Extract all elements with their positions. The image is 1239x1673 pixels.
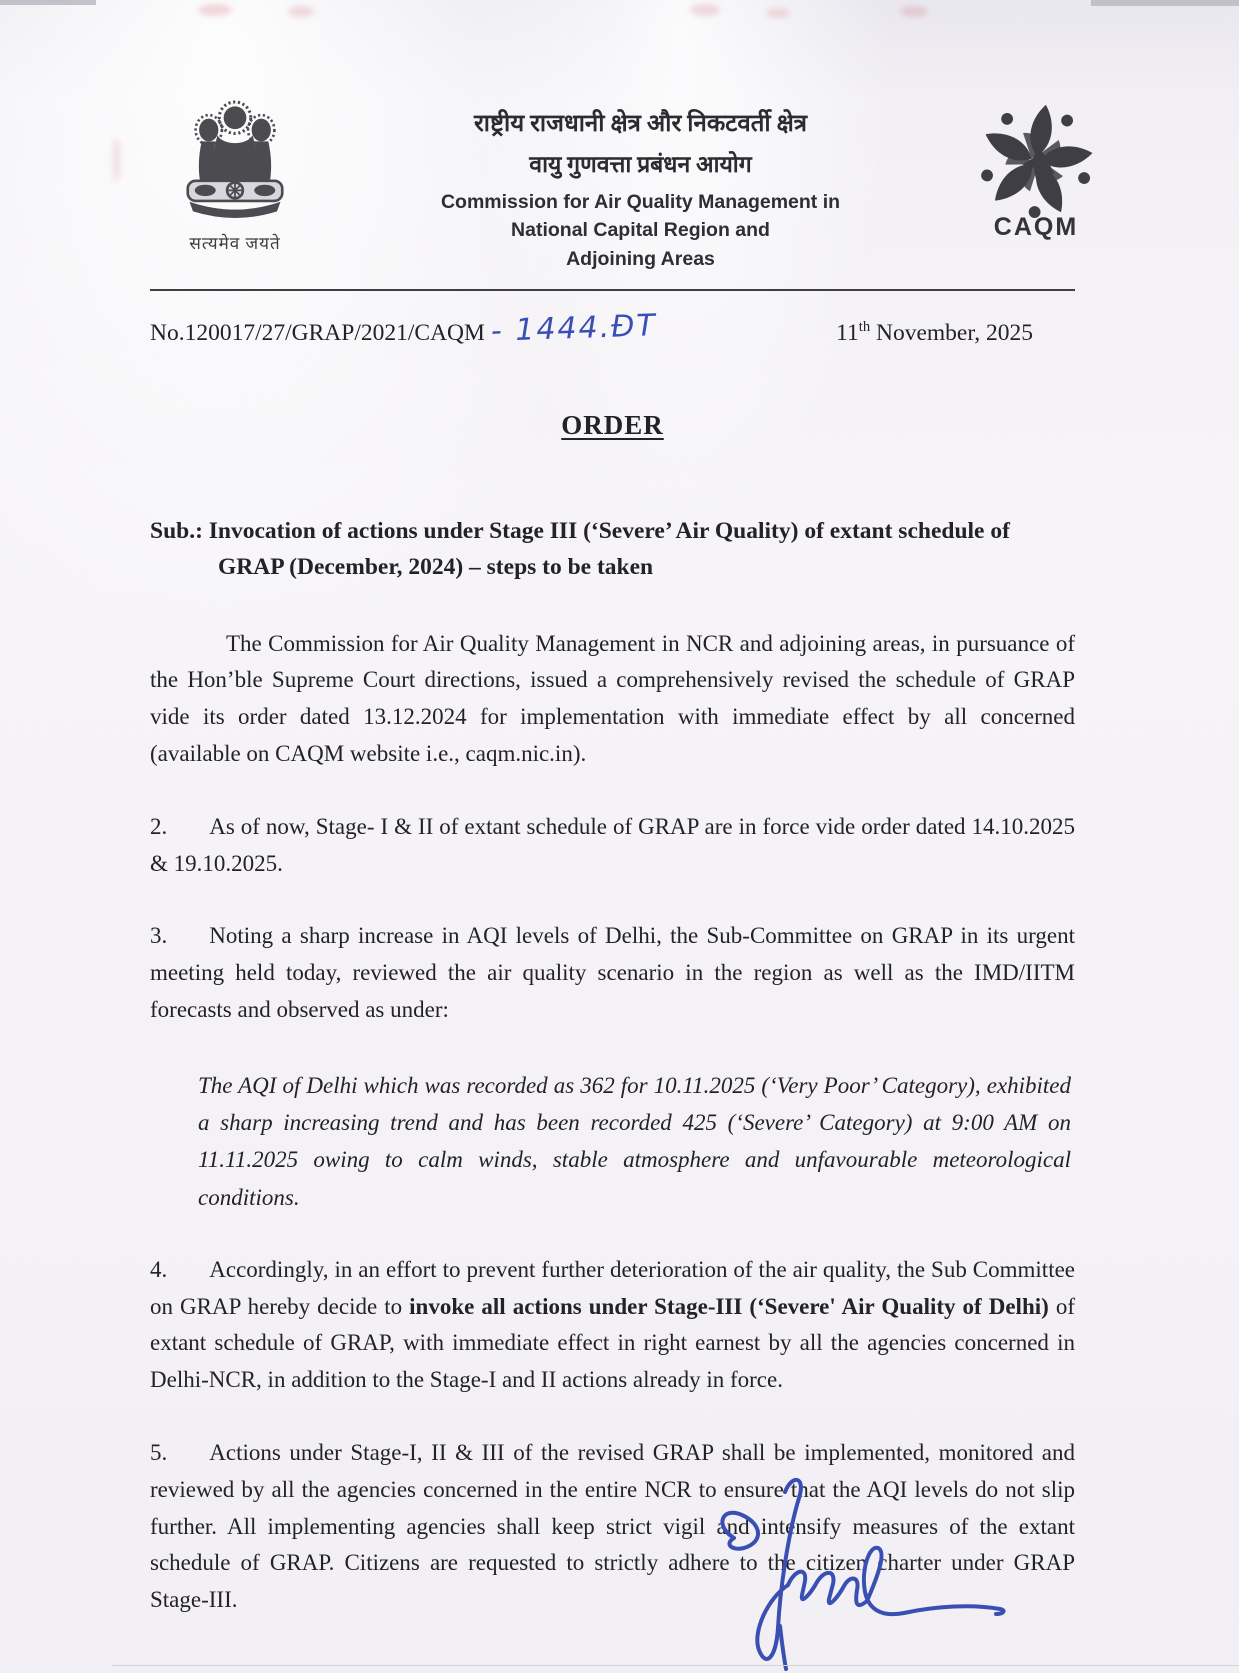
paragraph-number: 3.	[150, 923, 168, 949]
paragraph-text: of extant schedule of GRAP, with immediate effect in right earnest by all the agencies concerned in Delhi-NCR, in addition to the Stage-I and II actions already in force.	[150, 1293, 1075, 1393]
date-ordinal-suffix: th	[858, 318, 871, 335]
org-name-english-line1: Commission for Air Quality Management in	[440, 191, 841, 213]
letterhead	[150, 92, 1079, 273]
header-divider	[150, 289, 1075, 291]
paragraph-3	[150, 918, 1075, 1028]
ink-bleed-mark	[112, 138, 121, 182]
org-name-english-line2: National Capital Region and	[511, 219, 770, 242]
scan-edge-artifact	[1091, 0, 1239, 6]
paragraph-4	[150, 1252, 1075, 1399]
reference-number: No.120017/27/GRAP/2021/CAQM	[150, 319, 485, 346]
org-name-hindi-line1: राष्ट्रीय राजधानी क्षेत्र और निकटवर्ती क्षेत्र	[473, 111, 808, 137]
caqm-logo-text: CAQM	[993, 213, 1079, 241]
ink-bleed-mark	[900, 6, 928, 17]
national-emblem-block	[150, 92, 320, 254]
paragraph-2	[150, 809, 1075, 883]
ink-bleed-mark	[690, 4, 720, 16]
order-date	[836, 319, 1033, 347]
org-name-hindi-line2: वायु गुणवत्ता प्रबंधन आयोग	[529, 152, 752, 177]
caqm-logo-block	[961, 92, 1111, 242]
scan-edge-artifact	[0, 0, 96, 5]
subject-line: Sub.: Invocation of actions under Stage III (‘Severe’ Air Quality) of extant schedule of GRAP (December, 2024) – steps to be taken	[150, 517, 1010, 581]
paragraph-number: 2.	[150, 813, 168, 839]
page-bottom-divider	[112, 1665, 1239, 1666]
handwritten-dispatch-number: - 1444.ĐT	[490, 307, 658, 349]
date-day: 11	[836, 319, 859, 346]
aqi-observation-quote: The AQI of Delhi which was recorded as 362 for 10.11.2025 (‘Very Poor’ Category), exhibited a sharp increasing trend and has been recorded 425 (‘Severe’ Category) at 9:00 AM on 11.11.2025 owing to calm winds, stable atmosphere and unfavourable meteorological conditions.	[198, 1072, 1071, 1210]
paragraph-text: Accordingly, in an effort to prevent further deterioration of the air quality, the Sub Committee on GRAP hereby decide to	[150, 1256, 1075, 1319]
org-name-english-line3: Adjoining Areas	[566, 247, 715, 270]
ink-bleed-mark	[288, 6, 314, 17]
ashoka-emblem-icon	[165, 211, 305, 228]
document-title: ORDER	[561, 409, 664, 440]
ink-bleed-mark	[198, 4, 232, 16]
paragraph-text: As of now, Stage- I & II of extant schedule of GRAP are in force vide order dated 14.10.2025 & 19.10.2025.	[150, 813, 1075, 876]
emblem-motto: सत्यमेव जयते	[189, 234, 281, 253]
date-month-year: November, 2025	[870, 319, 1033, 346]
paragraph-text: Actions under Stage-I, II & III of the revised GRAP shall be implemented, monitored and reviewed by all the agencies concerned in the entire NCR to ensure that the AQI levels do not slip further. All implementing agencies shall keep strict vigil and intensify measures of the extant schedule of GRAP. Citizens are requested to strictly adhere to the citizen charter under GRAP Stage-III.	[150, 1440, 1075, 1613]
paragraph-number: 5.	[150, 1440, 168, 1465]
signature-ink	[688, 1458, 1018, 1673]
paragraph-1: The Commission for Air Quality Management in NCR and adjoining areas, in pursuance of the Hon’ble Supreme Court directions, issued a comprehensively revised the schedule of GRAP vide its order dated 13.12.2024 for implementation with immediate effect by all concerned (available on CAQM website i.e., caqm.nic.in).	[150, 630, 1075, 767]
ink-bleed-mark	[766, 8, 790, 18]
paragraph-text: Noting a sharp increase in AQI levels of Delhi, the Sub-Committee on GRAP in its urgent meeting held today, reviewed the air quality scenario in the region as well as the IMD/IITM forecasts and observed as under:	[150, 923, 1075, 1023]
invoke-stage3-bold-text: invoke all actions under Stage-III (‘Severe' Air Quality of Delhi)	[409, 1293, 1049, 1319]
org-title-block	[320, 92, 961, 273]
reference-row	[150, 307, 1075, 349]
paragraph-number: 4.	[150, 1256, 168, 1282]
